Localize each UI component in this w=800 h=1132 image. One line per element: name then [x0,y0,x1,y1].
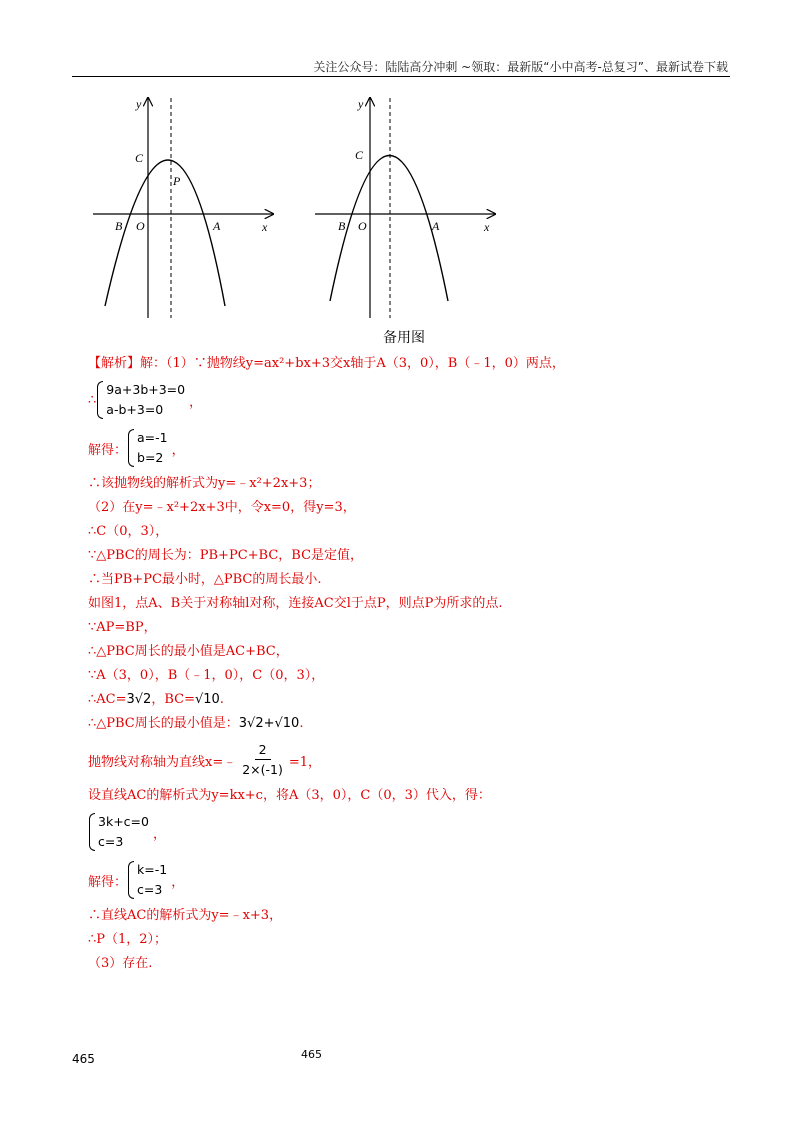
page-number-center: 465 [301,1048,322,1061]
solution-line-5: ∵△PBC的周长为：PB+PC+BC，BC是定值， [88,548,364,563]
system-row: 3k+c=0 [98,814,149,829]
parabola-curve [105,160,225,306]
text: ∴AC= [88,692,127,707]
system-row: c=3 [98,834,124,849]
system-row: k=-1 [137,862,168,877]
parabola-figure-2 [310,93,500,323]
system-brace [127,428,168,468]
equation-system-3 [88,808,748,856]
math-bc: √10 [194,692,220,707]
solution-line-13 [88,736,748,784]
solve-label: 解得： [88,442,128,458]
parabola-curve [330,156,448,302]
solution-line-1: 【解析】解：（1）∵抛物线y=ax²+bx+3交x轴于A（3，0），B（﹣1，0）两点， [88,356,565,371]
solution-line-6: ∴当PB+PC最小时，△PBC的周长最小. [88,572,322,587]
system-row: b=2 [137,450,164,465]
solution-line-3: （2）在y=﹣x²+2x+3中，令x=0，得y=3， [88,500,356,515]
page-header: 关注公众号：陆陆高分冲刺 ~领取：最新版“小中高考-总复习”、最新试卷下载 [313,60,728,74]
solution-line-8: ∵AP=BP， [88,620,157,635]
solution-line-12 [88,712,748,736]
point-b-label: B [115,219,123,233]
origin-label: O [136,219,145,233]
x-axis-label: x [262,220,268,234]
text: . [219,692,224,707]
system-row: c=3 [137,882,163,897]
solution-line-10: ∵A（3，0），B（﹣1，0），C（0，3）， [88,668,325,683]
text: ∴△PBC周长的最小值是： [88,716,239,731]
text: ，BC= [151,692,195,707]
page-number-left: 465 [72,1052,95,1066]
parabola-figure-1 [88,93,278,323]
header-rule [72,76,730,77]
point-a-label: A [432,219,440,233]
solution-line-11 [88,688,748,712]
point-c-label: C [135,151,144,165]
punctuation: ， [171,442,185,458]
solution-line-16: ∴P（1，2）； [88,932,168,947]
system-row: a-b+3=0 [106,402,164,417]
solution-line-9: ∴△PBC周长的最小值是AC+BC， [88,644,289,659]
figure-caption: 备用图 [383,330,425,346]
system-row: a=-1 [137,430,168,445]
solution-line-14: 设直线AC的解析式为y=kx+c，将A（3，0），C（0，3）代入，得： [88,788,491,803]
therefore-symbol: ∴ [88,392,97,408]
point-b-label: B [338,219,346,233]
solution-line-2: ∴该抛物线的解析式为y=﹣x²+2x+3； [88,476,321,491]
system-row: 9a+3b+3=0 [106,382,186,397]
origin-label: O [358,219,367,233]
text: 抛物线对称轴为直线x=﹣ [88,754,237,770]
y-axis-label: y [358,97,364,111]
point-c-label: C [355,148,364,162]
system-brace [88,812,149,852]
math-min-perimeter: 3√2+√10 [238,716,300,731]
fraction-numerator: 2 [255,741,271,760]
solution-line-7: 如图1，点A、B关于对称轴l对称，连接AC交l于点P，则点P为所求的点. [88,596,503,611]
point-p-label: P [173,174,181,188]
equation-system-1 [88,376,748,424]
solution-line-15: ∴直线AC的解析式为y=﹣x+3， [88,908,283,923]
fraction-denominator: 2×(-1) [242,761,283,777]
punctuation: ， [171,874,185,890]
punctuation: ， [152,826,166,842]
system-brace [96,380,185,420]
y-axis-label: y [136,97,142,111]
solution-line-17: （3）存在. [88,956,153,971]
solve-label: 解得： [88,874,128,890]
solution-text [88,352,748,976]
text: =1， [288,754,322,770]
punctuation: ， [189,394,203,410]
system-brace [127,860,167,900]
fraction [238,741,287,780]
solution-line-4: ∴C（0，3）， [88,524,169,539]
equation-system-4 [88,856,748,904]
math-ac: 3√2 [126,692,152,707]
text: . [299,716,304,731]
point-a-label: A [213,219,221,233]
equation-system-2 [88,424,748,472]
x-axis-label: x [484,220,490,234]
